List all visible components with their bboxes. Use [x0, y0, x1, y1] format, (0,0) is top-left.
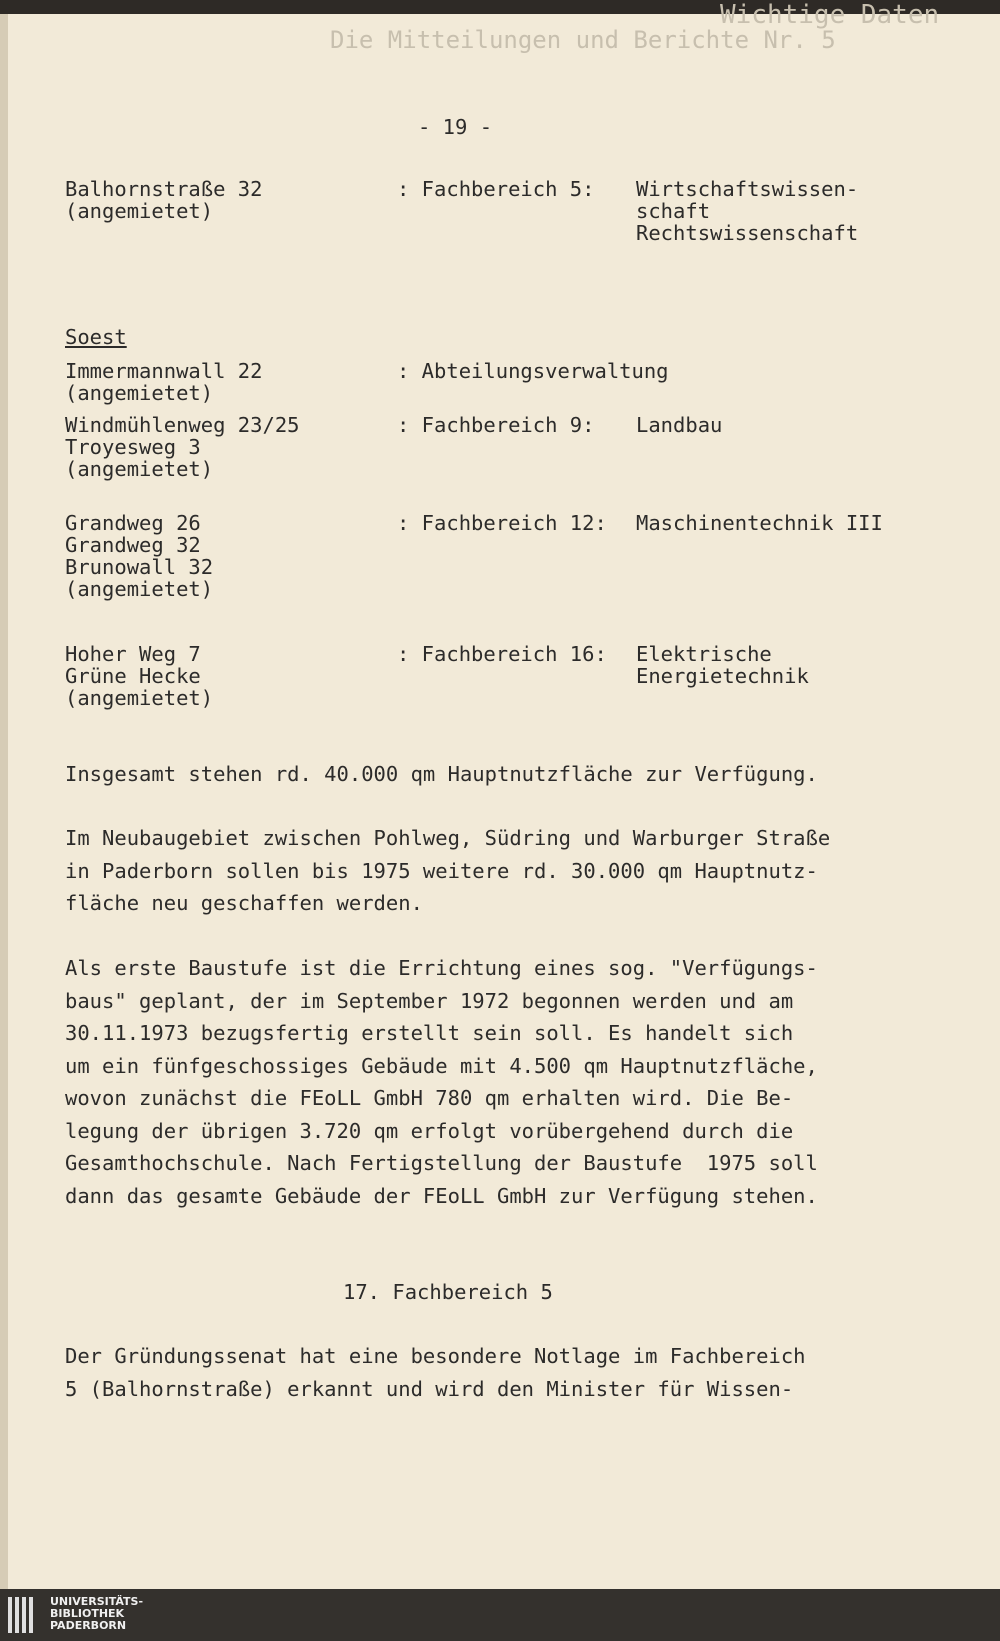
location-subject: Maschinentechnik III	[636, 511, 883, 535]
library-name-line: UNIVERSITÄTS-	[50, 1595, 144, 1608]
location-department: : Fachbereich 16:	[397, 642, 607, 666]
location-subject: Landbau	[636, 413, 723, 437]
page-number: - 19 -	[418, 115, 493, 139]
location-department: : Abteilungsverwaltung	[397, 359, 669, 383]
location-address: Balhornstraße 32 (angemietet)	[65, 177, 263, 223]
paragraph-first-stage: Als erste Baustufe ist die Errichtung eines sog. "Verfügungs- baus" geplant, der im September 1972 begonnen werden und am 30.11.1973 bezugsfertig erstellt sein soll. Es handelt sich um ein fünfgeschossiges Gebäude mit 4.500 qm Hauptnutzfläche, wovon zunächst die FEoLL GmbH 780 qm erhalten wird. Die Be- legung der übrigen 3.720 qm erfolgt vorübergehend durch die Gesamthochschule. Nach Fertigstellung der Baustufe 1975 soll dann das gesamte Gebäude der FEoLL GmbH zur Verfügung stehen.	[65, 956, 818, 1208]
ghost-subtitle: Die Mitteilungen und Berichte Nr. 5	[330, 26, 836, 54]
library-name-line: PADERBORN	[50, 1619, 127, 1632]
ghost-title: Wichtige Daten	[720, 0, 940, 30]
location-department: : Fachbereich 12:	[397, 511, 607, 535]
location-address: Windmühlenweg 23/25 Troyesweg 3 (angemietet)	[65, 413, 300, 481]
section-heading-17: 17. Fachbereich 5	[343, 1280, 553, 1304]
location-address: Grandweg 26 Grandweg 32 Brunowall 32 (angemietet)	[65, 511, 214, 601]
soest-heading: Soest	[65, 325, 127, 349]
location-address: Hoher Weg 7 Grüne Hecke (angemietet)	[65, 642, 214, 710]
location-department: : Fachbereich 5:	[397, 177, 595, 201]
location-subject: Elektrische Energietechnik	[636, 642, 809, 688]
paragraph-new-building: Im Neubaugebiet zwischen Pohlweg, Südring und Warburger Straße in Paderborn sollen bis 1975 weitere rd. 30.000 qm Hauptnutz- fläche neu geschaffen werden.	[65, 826, 831, 915]
library-logo-icon	[8, 1597, 38, 1633]
paragraph-total-area: Insgesamt stehen rd. 40.000 qm Hauptnutzfläche zur Verfügung.	[65, 762, 818, 786]
library-name	[50, 1596, 143, 1632]
scan-left-edge	[0, 14, 8, 1589]
location-department: : Fachbereich 9:	[397, 413, 595, 437]
location-address: Immermannwall 22 (angemietet)	[65, 359, 263, 405]
location-subject: Wirtschaftswissen- schaft Rechtswissenschaft	[636, 177, 859, 245]
paragraph-senate: Der Gründungssenat hat eine besondere Notlage im Fachbereich 5 (Balhornstraße) erkannt und wird den Minister für Wissen-	[65, 1344, 806, 1401]
library-footer	[0, 1589, 1000, 1641]
library-name-line: BIBLIOTHEK	[50, 1607, 125, 1620]
